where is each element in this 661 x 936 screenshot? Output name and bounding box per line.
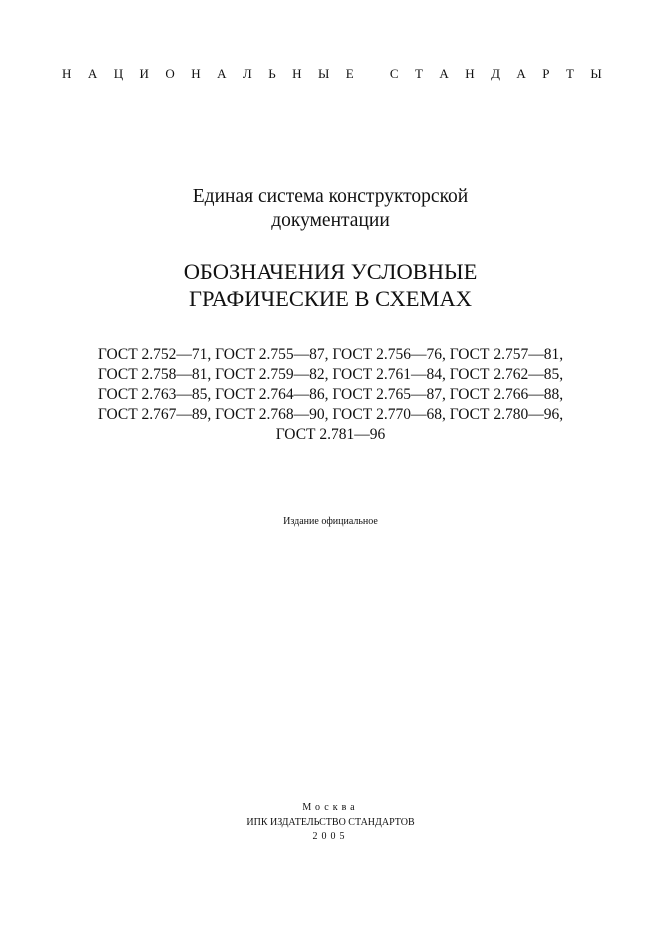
subtitle-line: документации (271, 210, 390, 231)
header-letter: Л (242, 66, 252, 81)
imprint-publisher: ИПК ИЗДАТЕЛЬСТВО СТАНДАРТОВ (246, 816, 415, 828)
standards-line: ГОСТ 2.758—81, ГОСТ 2.759—82, ГОСТ 2.761—84, ГОСТ 2.762—85, (97, 366, 564, 383)
standards-list (0, 345, 661, 445)
subtitle (0, 185, 661, 233)
header-letter: Н (292, 66, 302, 81)
header-letter: Ц (113, 66, 124, 81)
header-letter: С (389, 66, 399, 81)
header-letter: А (87, 66, 98, 81)
edition-note: Издание официальное (283, 516, 378, 527)
standards-line: ГОСТ 2.752—71, ГОСТ 2.755—87, ГОСТ 2.756—76, ГОСТ 2.757—81, (97, 346, 564, 363)
header-letter: Т (414, 66, 423, 81)
imprint-city: Москва (302, 802, 359, 813)
title-line: ГРАФИЧЕСКИЕ В СХЕМАХ (188, 286, 473, 311)
header-letter: Р (542, 66, 550, 81)
header-letter (370, 66, 373, 82)
title-line: ОБОЗНАЧЕНИЯ УСЛОВНЫЕ (183, 259, 478, 284)
standards-line: ГОСТ 2.763—85, ГОСТ 2.764—86, ГОСТ 2.765—87, ГОСТ 2.766—88, (97, 386, 564, 403)
header-letter: А (217, 66, 227, 81)
imprint (0, 801, 661, 845)
header-letter: И (139, 66, 149, 81)
document-title (0, 258, 661, 312)
header-letter: Е (345, 66, 354, 81)
header-letter: О (165, 66, 175, 81)
header-letter: Н (465, 66, 475, 81)
imprint-year: 2005 (312, 831, 349, 842)
header-letter: Д (491, 66, 500, 81)
header-letter: Ы (590, 66, 602, 81)
series-header (62, 66, 602, 82)
standards-line: ГОСТ 2.767—89, ГОСТ 2.768—90, ГОСТ 2.770—68, ГОСТ 2.780—96, (97, 406, 564, 423)
subtitle-line: Единая система конструкторской (192, 186, 469, 207)
header-letter: Н (191, 66, 201, 81)
header-letter: Ы (317, 66, 330, 81)
header-letter: Ь (268, 66, 276, 81)
header-letter: А (439, 66, 449, 81)
header-letter: А (516, 66, 526, 81)
header-letter: Т (565, 66, 574, 81)
header-letter: Н (62, 66, 72, 81)
standards-line: ГОСТ 2.781—96 (275, 426, 386, 443)
